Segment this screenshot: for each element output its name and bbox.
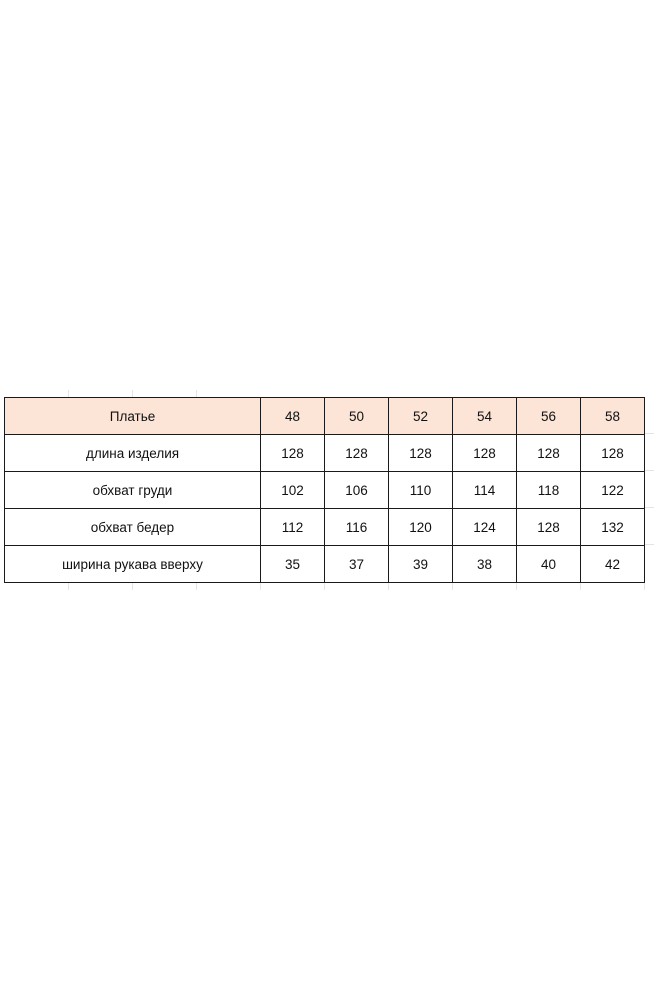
value-cell[interactable]: 106	[325, 472, 389, 509]
gridline	[452, 583, 453, 590]
gridline	[68, 583, 69, 590]
table-row	[5, 546, 645, 583]
value-cell[interactable]: 42	[581, 546, 645, 583]
header-size-cell[interactable]: 52	[389, 398, 453, 435]
value-cell[interactable]: 124	[453, 509, 517, 546]
value-cell[interactable]: 114	[453, 472, 517, 509]
value-cell[interactable]: 128	[517, 435, 581, 472]
value-cell[interactable]: 122	[581, 472, 645, 509]
row-label-cell[interactable]: ширина рукава вверху	[5, 546, 261, 583]
gridline	[580, 583, 581, 590]
value-cell[interactable]: 128	[453, 435, 517, 472]
value-cell[interactable]: 37	[325, 546, 389, 583]
value-cell[interactable]: 128	[581, 435, 645, 472]
gridline	[644, 470, 654, 471]
value-cell[interactable]: 118	[517, 472, 581, 509]
gridline	[68, 390, 69, 397]
size-chart-table	[4, 397, 645, 583]
value-cell[interactable]: 39	[389, 546, 453, 583]
row-label-cell[interactable]: длина изделия	[5, 435, 261, 472]
table-header-row	[5, 398, 645, 435]
gridline	[644, 433, 654, 434]
gridline	[516, 583, 517, 590]
value-cell[interactable]: 128	[517, 509, 581, 546]
value-cell[interactable]: 128	[261, 435, 325, 472]
gridline	[324, 583, 325, 590]
header-size-cell[interactable]: 58	[581, 398, 645, 435]
value-cell[interactable]: 38	[453, 546, 517, 583]
value-cell[interactable]: 40	[517, 546, 581, 583]
header-label-cell[interactable]: Платье	[5, 398, 261, 435]
value-cell[interactable]: 110	[389, 472, 453, 509]
header-size-cell[interactable]: 56	[517, 398, 581, 435]
header-size-cell[interactable]: 50	[325, 398, 389, 435]
spreadsheet-area	[0, 390, 654, 590]
gridline	[644, 544, 654, 545]
table-row	[5, 472, 645, 509]
gridline	[388, 583, 389, 590]
row-label-cell[interactable]: обхват бедер	[5, 509, 261, 546]
header-size-cell[interactable]: 54	[453, 398, 517, 435]
value-cell[interactable]: 102	[261, 472, 325, 509]
gridline	[196, 390, 197, 397]
gridline	[260, 583, 261, 590]
header-size-cell[interactable]: 48	[261, 398, 325, 435]
value-cell[interactable]: 120	[389, 509, 453, 546]
value-cell[interactable]: 35	[261, 546, 325, 583]
gridline	[132, 390, 133, 397]
value-cell[interactable]: 116	[325, 509, 389, 546]
table-row	[5, 435, 645, 472]
gridline	[644, 507, 654, 508]
table-row	[5, 509, 645, 546]
value-cell[interactable]: 128	[389, 435, 453, 472]
gridline	[196, 583, 197, 590]
row-label-cell[interactable]: обхват груди	[5, 472, 261, 509]
value-cell[interactable]: 112	[261, 509, 325, 546]
value-cell[interactable]: 132	[581, 509, 645, 546]
value-cell[interactable]: 128	[325, 435, 389, 472]
gridline	[644, 583, 645, 590]
gridline	[132, 583, 133, 590]
